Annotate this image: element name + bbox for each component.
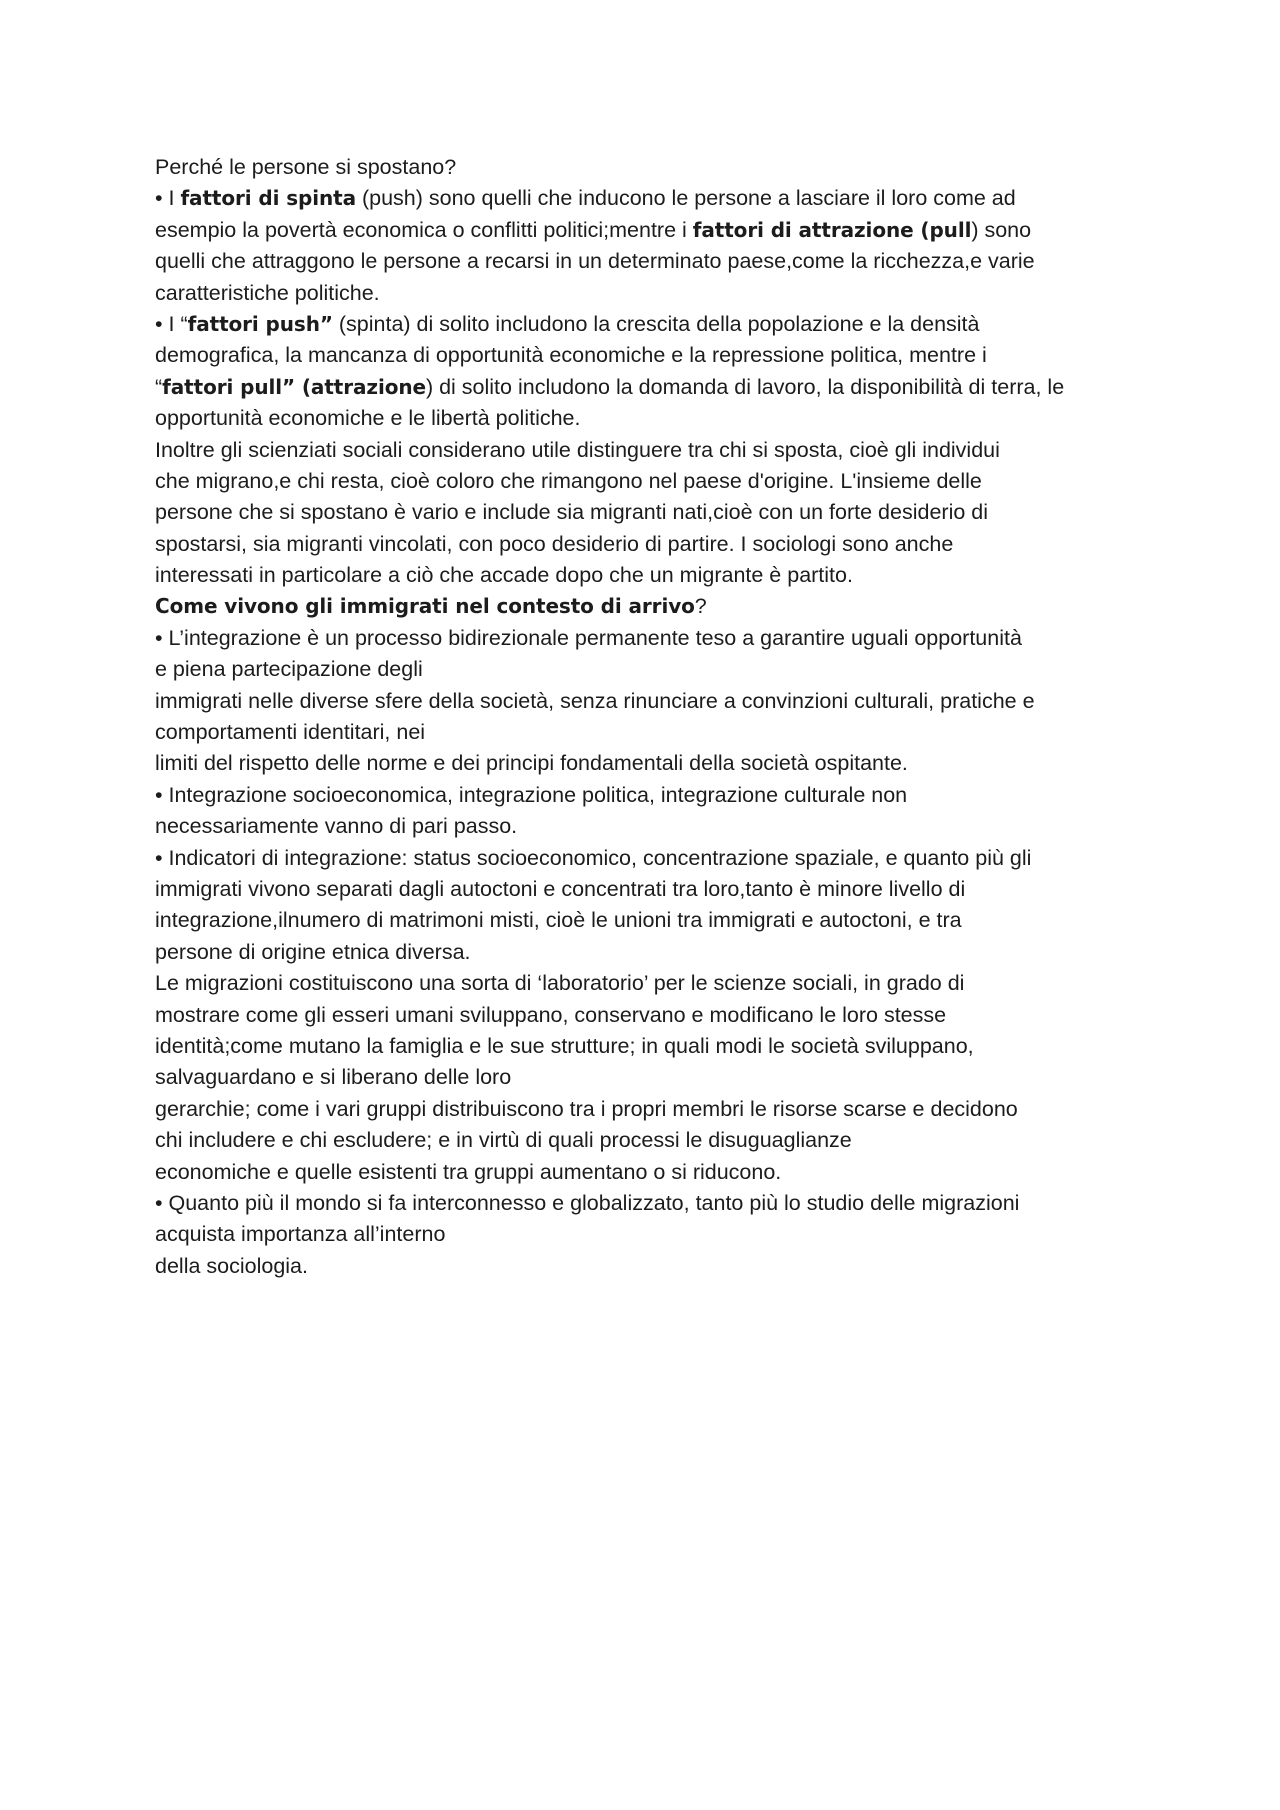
text-span: ) di solito includono la domanda di lavoro, la disponibilità di terra, le bbox=[425, 374, 1065, 399]
text-span: chi includere e chi escludere; e in virtù di quali processi le disuguaglianze bbox=[155, 1128, 852, 1153]
text-span: • L’integrazione è un processo bidirezionale permanente teso a garantire uguali opportunità bbox=[155, 625, 1022, 650]
text-line bbox=[155, 937, 1155, 968]
text-span: • I “ bbox=[155, 311, 188, 336]
text-span: Le migrazioni costituiscono una sorta di ‘laboratorio’ per le scienze sociali, in grado di bbox=[155, 971, 965, 996]
text-line bbox=[155, 843, 1155, 874]
text-span: caratteristiche politiche. bbox=[155, 280, 380, 305]
text-line bbox=[155, 1125, 1155, 1156]
text-span: esempio la povertà economica o conflitti politici;mentre i bbox=[155, 217, 693, 242]
text-span: gerarchie; come i vari gruppi distribuiscono tra i propri membri le risorse scarse e decidono bbox=[155, 1096, 1018, 1121]
bold-text: fattori pull” (attrazione bbox=[162, 374, 426, 399]
text-line bbox=[155, 278, 1155, 309]
text-line bbox=[155, 215, 1155, 246]
text-line bbox=[155, 152, 1155, 183]
text-line bbox=[155, 717, 1155, 748]
text-span: immigrati nelle diverse sfere della società, senza rinunciare a convinzioni culturali, pratiche e bbox=[155, 688, 1035, 713]
text-line bbox=[155, 874, 1155, 905]
bold-text: fattori di attrazione (pull bbox=[692, 217, 972, 242]
text-span: • Quanto più il mondo si fa interconnesso e globalizzato, tanto più lo studio delle migrazioni bbox=[155, 1190, 1020, 1215]
text-span: spostarsi, sia migranti vincolati, con poco desiderio di partire. I sociologi sono anche bbox=[155, 531, 954, 556]
text-span: e piena partecipazione degli bbox=[155, 657, 423, 682]
bold-text: fattori di spinta bbox=[180, 186, 356, 211]
bold-text: Come vivono gli immigrati nel contesto di arrivo bbox=[155, 594, 695, 619]
text-span: (spinta) di solito includono la crescita della popolazione e la densità bbox=[332, 311, 980, 336]
text-line bbox=[155, 748, 1155, 779]
text-span: comportamenti identitari, nei bbox=[155, 720, 426, 745]
text-span: interessati in particolare a ciò che accade dopo che un migrante è partito. bbox=[155, 563, 853, 588]
text-line bbox=[155, 1031, 1155, 1062]
text-span: ? bbox=[694, 594, 707, 619]
text-line bbox=[155, 403, 1155, 434]
text-line bbox=[155, 1188, 1155, 1219]
text-line bbox=[155, 309, 1155, 340]
text-line bbox=[155, 654, 1155, 685]
text-span: quelli che attraggono le persone a recarsi in un determinato paese,come la ricchezza,e varie bbox=[155, 249, 1035, 274]
text-line bbox=[155, 811, 1155, 842]
text-line bbox=[155, 686, 1155, 717]
text-line bbox=[155, 623, 1155, 654]
text-line bbox=[155, 591, 1155, 622]
text-span: • I bbox=[155, 186, 181, 211]
text-line bbox=[155, 1157, 1155, 1188]
text-span: che migrano,e chi resta, cioè coloro che rimangono nel paese d'origine. L'insieme delle bbox=[155, 468, 982, 493]
text-line bbox=[155, 1219, 1155, 1250]
text-line bbox=[155, 560, 1155, 591]
text-line bbox=[155, 246, 1155, 277]
text-span: persone di origine etnica diversa. bbox=[155, 939, 471, 964]
text-line bbox=[155, 1000, 1155, 1031]
text-span: integrazione,ilnumero di matrimoni misti, cioè le unioni tra immigrati e autoctoni, e tra bbox=[155, 908, 962, 933]
text-span: identità;come mutano la famiglia e le sue strutture; in quali modi le società sviluppano, bbox=[155, 1033, 974, 1058]
text-span: (push) sono quelli che inducono le persone a lasciare il loro come ad bbox=[356, 186, 1016, 211]
text-span: Inoltre gli scienziati sociali considerano utile distinguere tra chi si sposta, cioè gli individui bbox=[155, 437, 1000, 462]
text-line bbox=[155, 905, 1155, 936]
text-span: immigrati vivono separati dagli autoctoni e concentrati tra loro,tanto è minore livello di bbox=[155, 876, 966, 901]
text-span: Perché le persone si spostano? bbox=[155, 155, 457, 179]
text-span: opportunità economiche e le libertà politiche. bbox=[155, 406, 581, 431]
text-span: “ bbox=[155, 374, 163, 399]
text-span: salvaguardano e si liberano delle loro bbox=[155, 1065, 512, 1090]
text-span: • Integrazione socioeconomica, integrazione politica, integrazione culturale non bbox=[155, 782, 908, 807]
text-span: demografica, la mancanza di opportunità economiche e la repressione politica, mentre i bbox=[155, 343, 987, 368]
text-line bbox=[155, 968, 1155, 999]
text-line bbox=[155, 780, 1155, 811]
text-span: economiche e quelle esistenti tra gruppi aumentano o si riducono. bbox=[155, 1159, 782, 1184]
text-line bbox=[155, 497, 1155, 528]
text-span: persone che si spostano è vario e include sia migranti nati,cioè con un forte desiderio di bbox=[155, 500, 989, 525]
text-span: della sociologia. bbox=[155, 1253, 308, 1278]
text-span: ) sono bbox=[971, 217, 1032, 242]
text-span: mostrare come gli esseri umani sviluppano, conservano e modificano le loro stesse bbox=[155, 1002, 947, 1027]
text-line bbox=[155, 1251, 1155, 1282]
text-line bbox=[155, 372, 1155, 403]
text-span: necessariamente vanno di pari passo. bbox=[155, 814, 518, 839]
text-line bbox=[155, 529, 1155, 560]
text-span: limiti del rispetto delle norme e dei principi fondamentali della società ospitante. bbox=[155, 751, 908, 776]
text-line bbox=[155, 466, 1155, 497]
document-body bbox=[155, 152, 1155, 1282]
text-line bbox=[155, 1062, 1155, 1093]
text-line bbox=[155, 183, 1155, 214]
text-line bbox=[155, 435, 1155, 466]
text-line bbox=[155, 340, 1155, 371]
text-span: acquista importanza all’interno bbox=[155, 1222, 446, 1247]
bold-text: fattori push” bbox=[187, 311, 333, 336]
text-line bbox=[155, 1094, 1155, 1125]
text-span: • Indicatori di integrazione: status socioeconomico, concentrazione spaziale, e quanto più gli bbox=[155, 845, 1032, 870]
